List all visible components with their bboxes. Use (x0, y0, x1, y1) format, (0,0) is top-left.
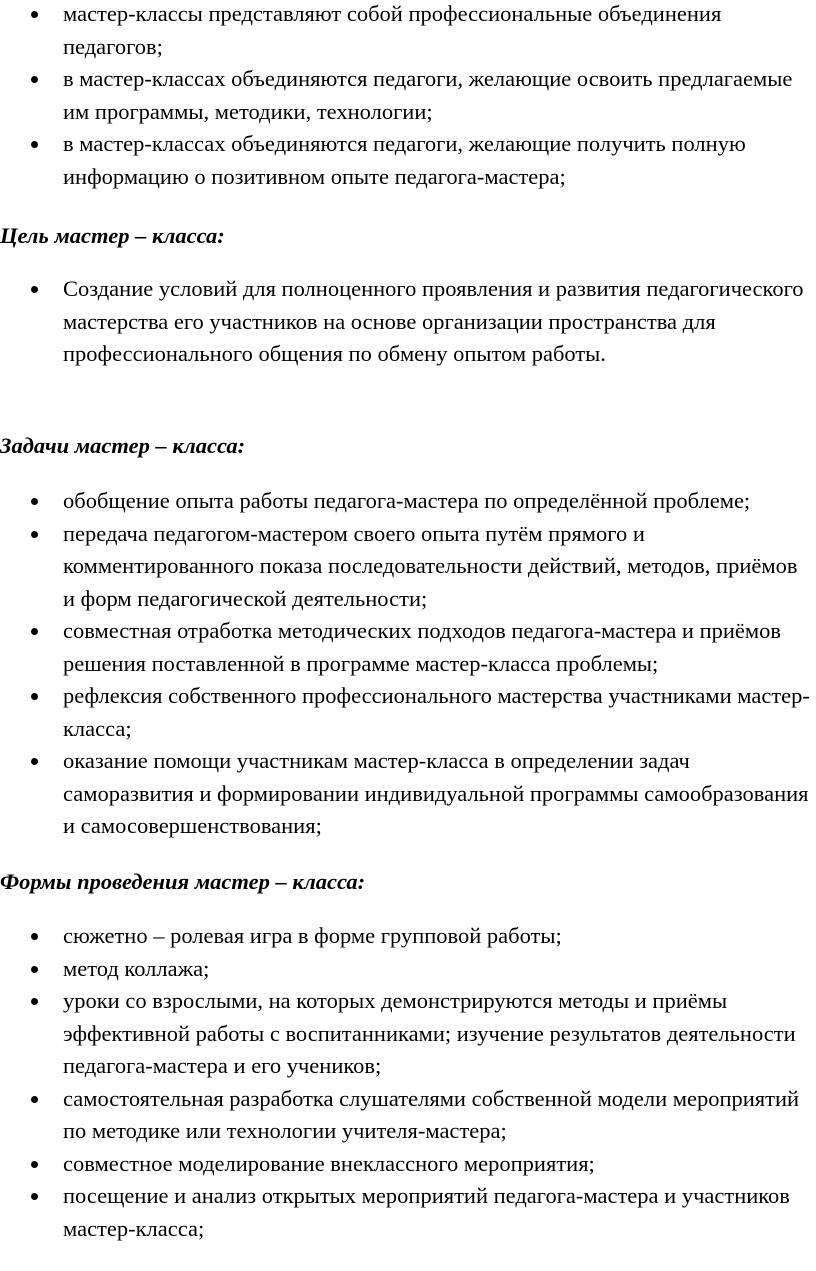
bullet-icon (31, 76, 38, 83)
bullet-icon (31, 966, 38, 973)
list-item-text: рефлексия собственного профессионального мастерства участниками мастер-класса; (63, 683, 810, 741)
bullet-icon (31, 1161, 38, 1168)
list-item (0, 63, 816, 128)
bullet-icon (31, 758, 38, 765)
bullet-icon (31, 141, 38, 148)
bullet-icon (31, 531, 38, 538)
list-item-text: Создание условий для полноценного проявления и развития педагогического мастерства его участников на основе организации пространства для профессионального общения по обмену опытом работы. (63, 276, 804, 366)
tasks-list (0, 485, 816, 843)
list-item-text: в мастер-классах объединяются педагоги, желающие получить полную информацию о позитивном опыте педагога-мастера; (63, 131, 746, 189)
list-item-text: посещение и анализ открытых мероприятий педагога-мастера и участников мастер-класса; (63, 1183, 790, 1241)
bullet-icon (31, 628, 38, 635)
list-item (0, 1148, 816, 1181)
list-item-text: совместная отработка методических подходов педагога-мастера и приёмов решения поставленной в программе мастер-класса проблемы; (63, 618, 782, 676)
list-item-text: самостоятельная разработка слушателями собственной модели мероприятий по методике или технологии учителя-мастера; (63, 1085, 800, 1143)
goal-list (0, 273, 816, 371)
forms-list (0, 920, 816, 1245)
list-item (0, 518, 816, 616)
list-item (0, 485, 816, 518)
list-item-text: мастер-классы представляют собой профессиональные объединения педагогов; (63, 1, 722, 59)
list-item (0, 273, 816, 371)
list-item (0, 985, 816, 1083)
intro-list (0, 0, 816, 193)
bullet-icon (31, 286, 38, 293)
list-item (0, 615, 816, 680)
list-item (0, 0, 816, 63)
bullet-icon (31, 693, 38, 700)
list-item-text: оказание помощи участникам мастер-класса в определении задач саморазвития и формировании индивидуальной программы самообразования и самосовершенствования; (63, 748, 809, 838)
bullet-icon (31, 1096, 38, 1103)
list-item-text: метод коллажа; (63, 955, 210, 981)
list-item-text: совместное моделирование внеклассного мероприятия; (63, 1150, 595, 1176)
list-item (0, 680, 816, 745)
list-item (0, 745, 816, 843)
list-item-text: уроки со взрослыми, на которых демонстрируются методы и приёмы эффективной работы с воспитанниками; изучение результатов деятельности педагога-мастера и его учеников; (63, 988, 796, 1078)
forms-heading: Формы проведения мастер – класса: (0, 869, 366, 894)
bullet-icon (31, 1193, 38, 1200)
list-item-text: обобщение опыта работы педагога-мастера по определённой проблеме; (63, 488, 751, 513)
list-item-text: передача педагогом-мастером своего опыта путём прямого и комментированного показа последовательности действий, методов, приёмов и форм педагогической деятельности; (63, 520, 798, 611)
list-item (0, 128, 816, 193)
bullet-icon (31, 498, 38, 505)
list-item (0, 1180, 816, 1245)
list-item-text: сюжетно – ролевая игра в форме групповой работы; (63, 923, 562, 948)
list-item (0, 953, 816, 986)
goal-heading: Цель мастер – класса: (0, 223, 225, 248)
tasks-heading: Задачи мастер – класса: (0, 433, 246, 458)
list-item (0, 920, 816, 953)
list-item (0, 1083, 816, 1148)
list-item-text: в мастер-классах объединяются педагоги, желающие освоить предлагаемые им программы, методики, технологии; (63, 66, 793, 124)
bullet-icon (31, 998, 38, 1005)
bullet-icon (31, 933, 38, 940)
bullet-icon (31, 11, 38, 18)
